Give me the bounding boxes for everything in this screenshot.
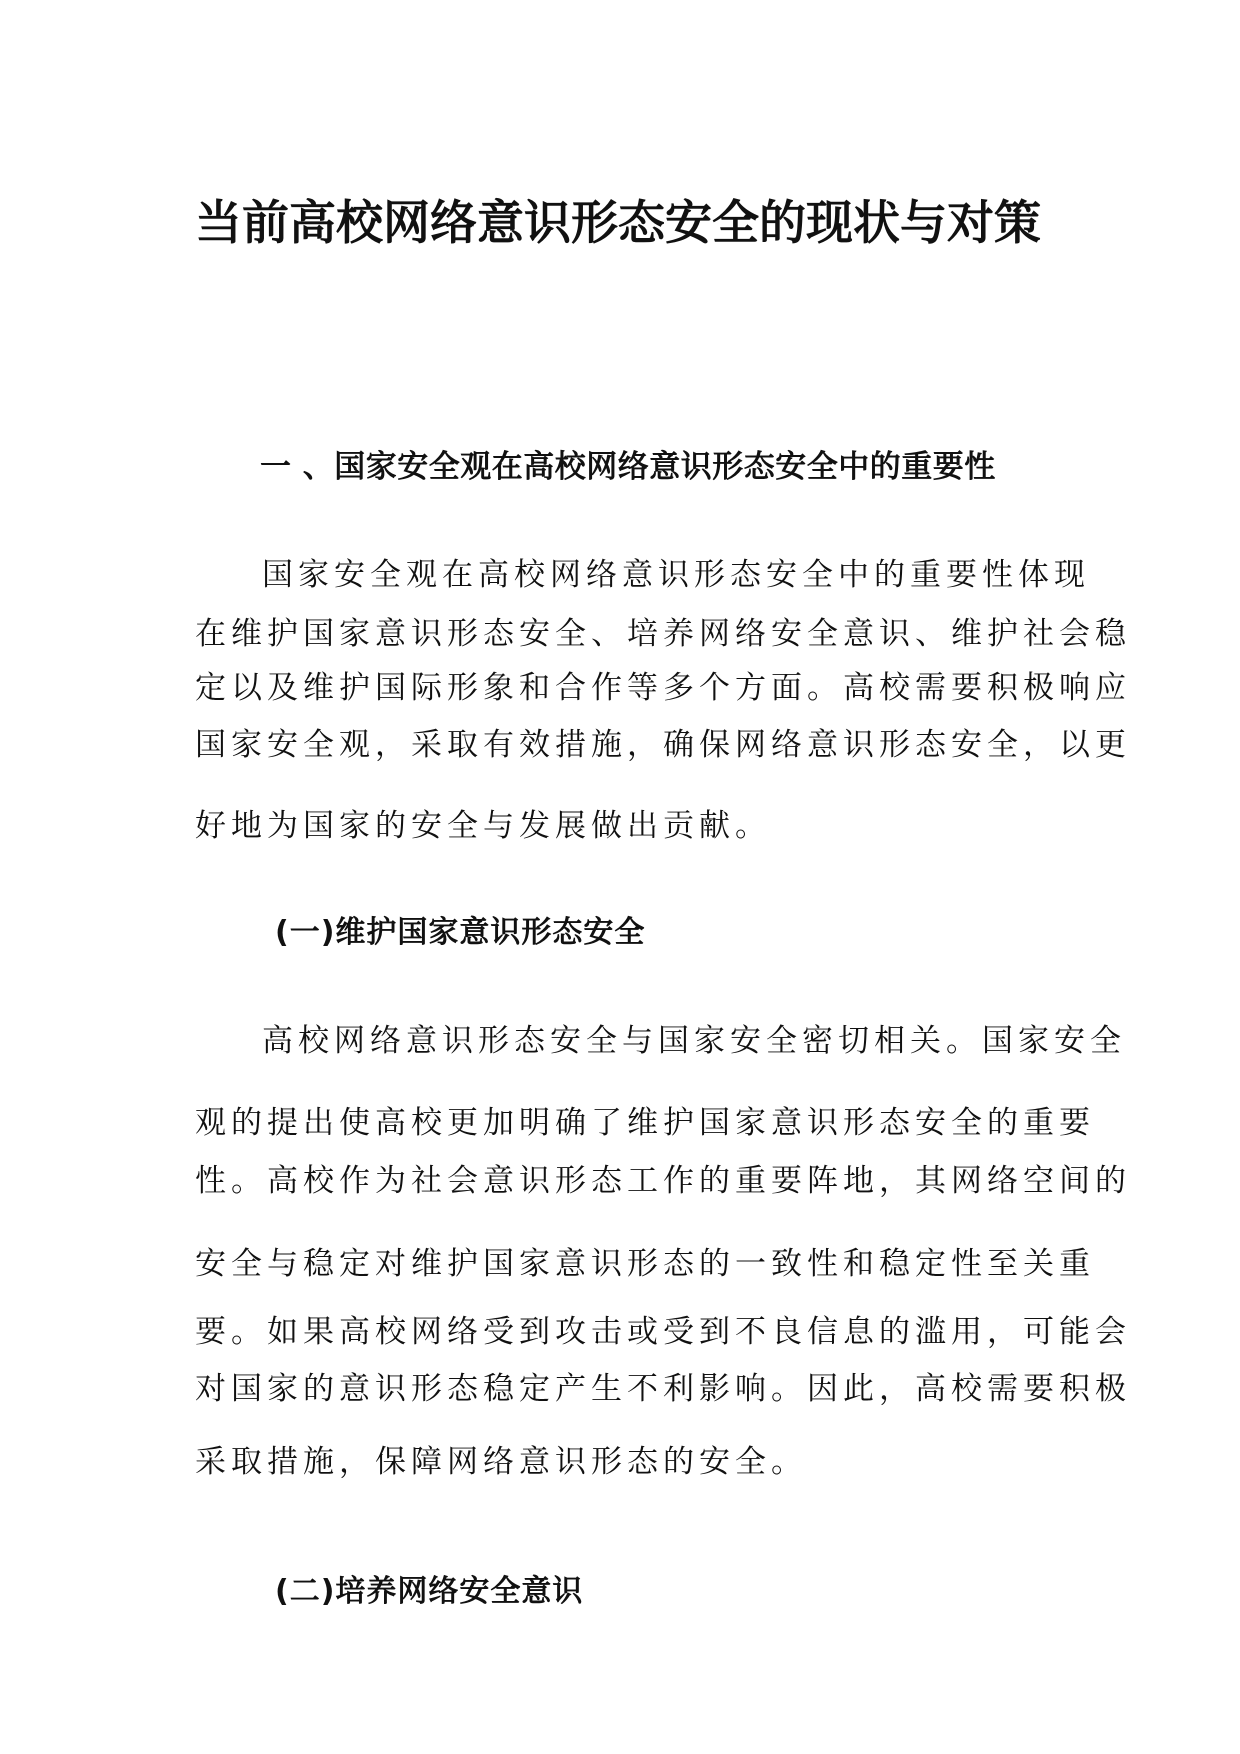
document-title: 当前高校网络意识形态安全的现状与对策: [195, 196, 1041, 251]
subsection-heading-2: (二)培养网络安全意识: [275, 1574, 584, 1609]
subsection1-paragraph-line: 性。高校作为社会意识形态工作的重要阵地，其网络空间的: [195, 1163, 1131, 1199]
subsection1-paragraph-line: 对国家的意识形态稳定产生不利影响。因此，高校需要积极: [195, 1371, 1131, 1407]
subsection1-paragraph-line: 要。如果高校网络受到攻击或受到不良信息的滥用，可能会: [195, 1314, 1131, 1350]
subsection1-paragraph-line: 安全与稳定对维护国家意识形态的一致性和稳定性至关重: [195, 1246, 1095, 1282]
subsection1-paragraph-line: 采取措施，保障网络意识形态的安全。: [195, 1444, 807, 1480]
subsection1-paragraph-line: 高校网络意识形态安全与国家安全密切相关。国家安全: [262, 1023, 1126, 1059]
section1-paragraph-line: 国家安全观，采取有效措施，确保网络意识形态安全，以更: [195, 727, 1131, 763]
section-heading-1: 一 、国家安全观在高校网络意识形态安全中的重要性: [260, 449, 996, 485]
section1-paragraph-line: 在维护国家意识形态安全、培养网络安全意识、维护社会稳: [195, 616, 1131, 652]
section1-paragraph-line: 定以及维护国际形象和合作等多个方面。高校需要积极响应: [195, 670, 1131, 706]
subsection-heading-1: (一)维护国家意识形态安全: [275, 915, 646, 950]
section1-paragraph-line: 国家安全观在高校网络意识形态安全中的重要性体现: [262, 557, 1090, 593]
section1-paragraph-line: 好地为国家的安全与发展做出贡献。: [195, 808, 771, 844]
subsection1-paragraph-line: 观的提出使高校更加明确了维护国家意识形态安全的重要: [195, 1105, 1095, 1141]
